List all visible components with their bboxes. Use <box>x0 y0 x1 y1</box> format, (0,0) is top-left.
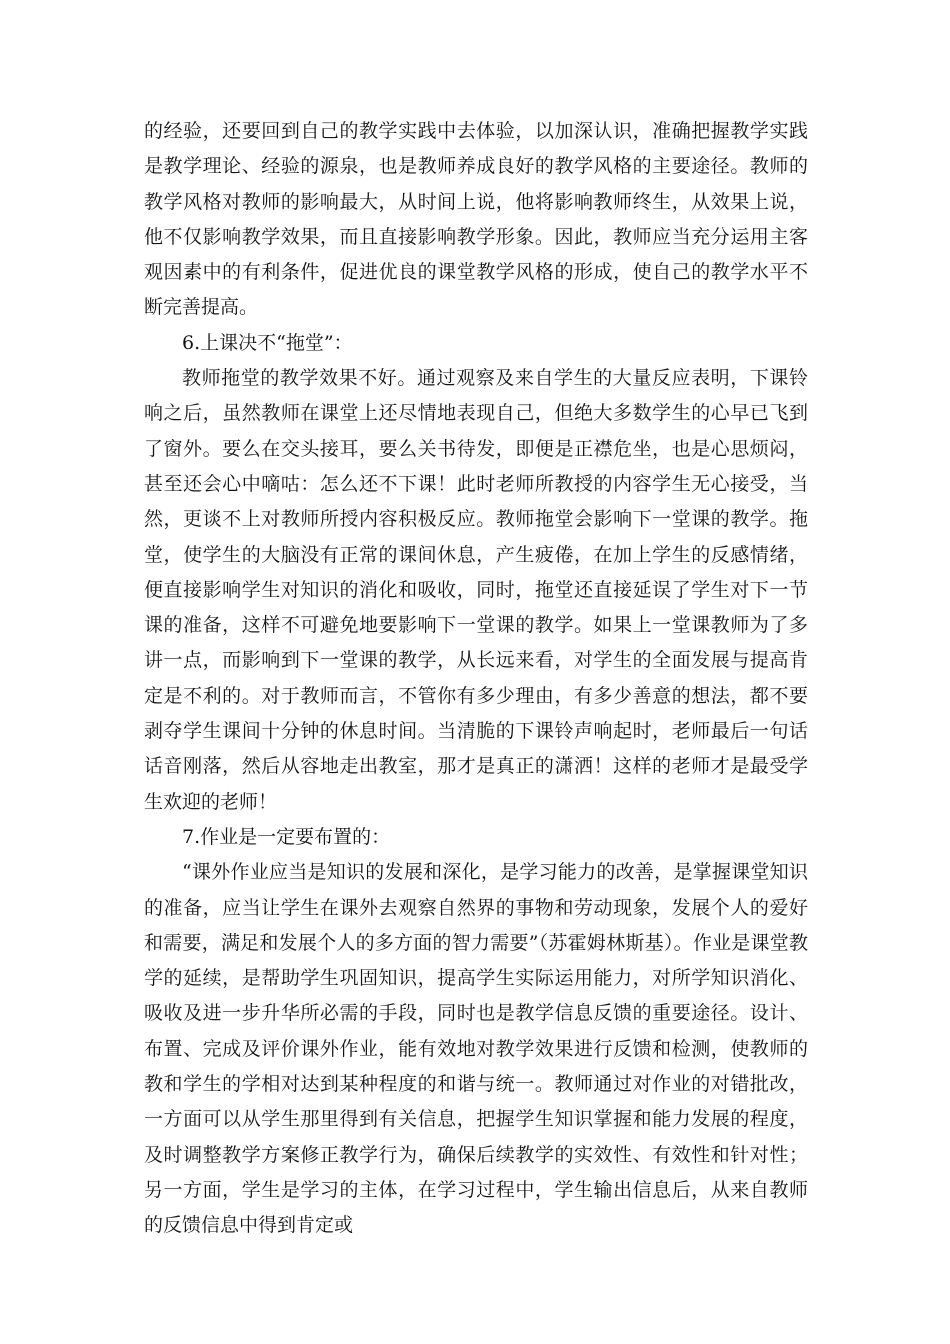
document-page <box>144 114 808 1244</box>
paragraph-section-7: “课外作业应当是知识的发展和深化，是学习能力的改善，是掌握课堂知识的准备，应当让学生在课外去观察自然界的事物和劳动现象，发展个人的爱好和需要，满足和发展个人的多方面的智力需要”（苏霍姆林斯基）。作业是课堂教学的延续，是帮助学生巩固知识，提高学生实际运用能力，对所学知识消化、吸收及进一步升华所必需的手段，同时也是教学信息反馈的重要途径。设计、布置、完成及评价课外作业，能有效地对教学效果进行反馈和检测，使教师的教和学生的学相对达到某种程度的和谐与统一。教师通过对作业的对错批改，一方面可以从学生那里得到有关信息，把握学生知识掌握和能力发展的程度，及时调整教学方案修正教学行为，确保后续教学的实效性、有效性和针对性；另一方面，学生是学习的主体，在学习过程中，学生输出信息后，从来自教师的反馈信息中得到肯定或 <box>144 861 808 1237</box>
section-heading-6: 6.上课决不“拖堂”： <box>182 331 353 354</box>
paragraph-section-6: 教师拖堂的教学效果不好。通过观察及来自学生的大量反应表明，下课铃响之后，虽然教师在课堂上还尽情地表现自己，但绝大多数学生的心早已飞到了窗外。要么在交头接耳，要么关书待发，即便是正襟危坐，也是心思烦闷，甚至还会心中嘀咕：怎么还不下课！此时老师所教授的内容学生无心接受，当然，更谈不上对教师所授内容积极反应。教师拖堂会影响下一堂课的教学。拖堂，使学生的大脑没有正常的课间休息，产生疲倦，在加上学生的反感情绪，便直接影响学生对知识的消化和吸收，同时，拖堂还直接延误了学生对下一节课的准备，这样不可避免地要影响下一堂课的教学。如果上一堂课教师为了多讲一点，而影响到下一堂课的教学，从长远来看，对学生的全面发展与提高肯定是不利的。对于教师而言，不管你有多少理由，有多少善意的想法，都不要剥夺学生课间十分钟的休息时间。当清脆的下课铃声响起时，老师最后一句话话音刚落，然后从容地走出教室，那才是真正的潇洒！这样的老师才是最受学生欢迎的老师！ <box>144 367 808 813</box>
section-heading-7: 7.作业是一定要布置的： <box>182 825 391 848</box>
paragraph-continuation: 的经验，还要回到自己的教学实践中去体验，以加深认识，准确把握教学实践是教学理论、经验的源泉，也是教师养成良好的教学风格的主要途径。教师的教学风格对教师的影响最大，从时间上说，他将影响教师终生，从效果上说，他不仅影响教学效果，而且直接影响教学形象。因此，教师应当充分运用主客观因素中的有利条件，促进优良的课堂教学风格的形成，使自己的教学水平不断完善提高。 <box>144 120 808 319</box>
